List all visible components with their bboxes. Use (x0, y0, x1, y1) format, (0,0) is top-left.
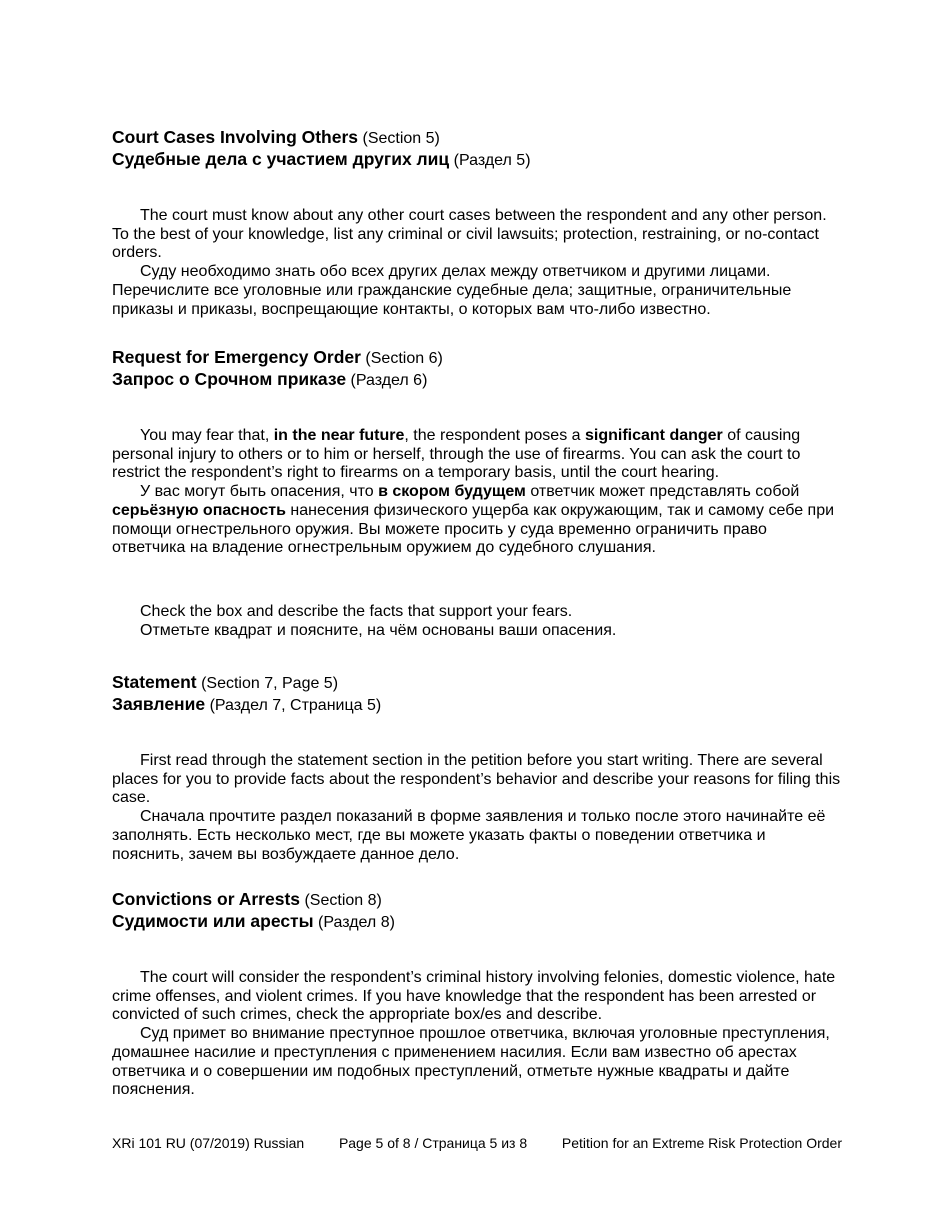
heading-ref-en: (Section 8) (304, 892, 382, 909)
heading-ref-en: (Section 6) (365, 350, 443, 367)
heading-ref-ru: (Раздел 6) (350, 372, 428, 389)
footer-form-title: Petition for an Extreme Risk Protection Order (561, 1135, 842, 1151)
paragraph-ru: Суду необходимо знать обо всех других делах между ответчиком и другими лицами. Перечислите все уголовные или гражданские судебные дела; защитные, ограничительные приказы и приказы, воспрещающие контакты, о которых вам что-либо известно. (112, 263, 792, 318)
paragraph-en: The court will consider the respondent’s criminal history involving felonies, domestic violence, hate crime offenses, and violent crimes. If you have knowledge that the respondent has been arrested or convicted of such crimes, check the appropriate box/es and describe. (112, 969, 836, 1024)
heading-title-en: Request for Emergency Order (112, 347, 361, 367)
heading-ref-ru: (Раздел 8) (318, 914, 395, 931)
heading-statement (112, 672, 842, 716)
heading-title-ru: Запрос о Срочном приказе (112, 369, 347, 389)
heading-ref-en: (Section 7, Page 5) (201, 675, 339, 692)
page-footer (112, 1135, 842, 1151)
emphasis-significant-danger: significant danger (584, 427, 723, 444)
footer-form-id: XRi 101 RU (07/2019) Russian (112, 1135, 305, 1151)
paragraph-en: First read through the statement section in the petition before you start writing. There are several places for you to provide facts about the respondent’s behavior and describe your reasons for filing this case. (112, 752, 841, 807)
heading-title-ru: Заявление (112, 694, 206, 714)
heading-title-en: Convictions or Arrests (112, 889, 301, 909)
heading-court-cases (112, 127, 842, 171)
emphasis-near-future: in the near future (273, 427, 405, 444)
heading-ref-ru: (Раздел 5) (453, 152, 531, 169)
heading-title-ru: Судебные дела с участием других лиц (112, 149, 450, 169)
section-statement (112, 672, 842, 864)
footer-page-number: Page 5 of 8 / Страница 5 из 8 (338, 1135, 528, 1151)
check-instruction-en: Check the box and describe the facts that support your fears. (140, 603, 573, 620)
check-box-instructions (112, 603, 616, 640)
heading-title-ru: Судимости или аресты (112, 911, 314, 931)
paragraph-en: You may fear that, in the near future, the respondent poses a significant danger of causing personal injury to others or to him or herself, through the use of firearms. You can ask the court to restrict the respondent’s right to firearms on a temporary basis, until the court hearing. (112, 427, 801, 482)
section-convictions (112, 889, 842, 1100)
check-instruction-ru: Отметьте квадрат и поясните, на чём основаны ваши опасения. (140, 621, 617, 639)
section-court-cases (112, 127, 842, 319)
heading-convictions (112, 889, 842, 933)
heading-ref-en: (Section 5) (362, 130, 440, 147)
paragraph-ru: Сначала прочтите раздел показаний в форме заявления и только после этого начинайте её заполнять. Есть несколько мест, где вы можете указать факты о поведении ответчика и пояснить, зачем вы возбуждаете данное дело. (112, 808, 826, 863)
heading-emergency-order (112, 347, 842, 391)
heading-ref-ru: (Раздел 7, Страница 5) (209, 697, 382, 714)
section-emergency-order (112, 347, 842, 558)
emphasis-near-future-ru: в скором будущем (378, 483, 526, 501)
emphasis-significant-danger-ru: серьёзную опасность (112, 501, 286, 519)
paragraph-ru: У вас могут быть опасения, что в скором будущем ответчик может представлять собой серьёзную опасность нанесения физического ущерба как окружающим, так и самому себе при помощи огнестрельного оружия. Вы можете просить у суда временно ограничить право ответчика на владение огнестрельным оружием до судебного слушания. (112, 483, 835, 557)
heading-title-en: Statement (112, 672, 197, 692)
heading-title-en: Court Cases Involving Others (112, 127, 359, 147)
paragraph-en: The court must know about any other court cases between the respondent and any other person. To the best of your knowledge, list any criminal or civil lawsuits; protection, restraining, or no-contact orders. (112, 207, 827, 262)
paragraph-ru: Суд примет во внимание преступное прошлое ответчика, включая уголовные преступления, домашнее насилие и преступления с применением насилия. Если вам известно об арестах ответчика и о совершении им подобных преступлений, отметьте нужные квадраты и дайте пояснения. (112, 1025, 830, 1099)
